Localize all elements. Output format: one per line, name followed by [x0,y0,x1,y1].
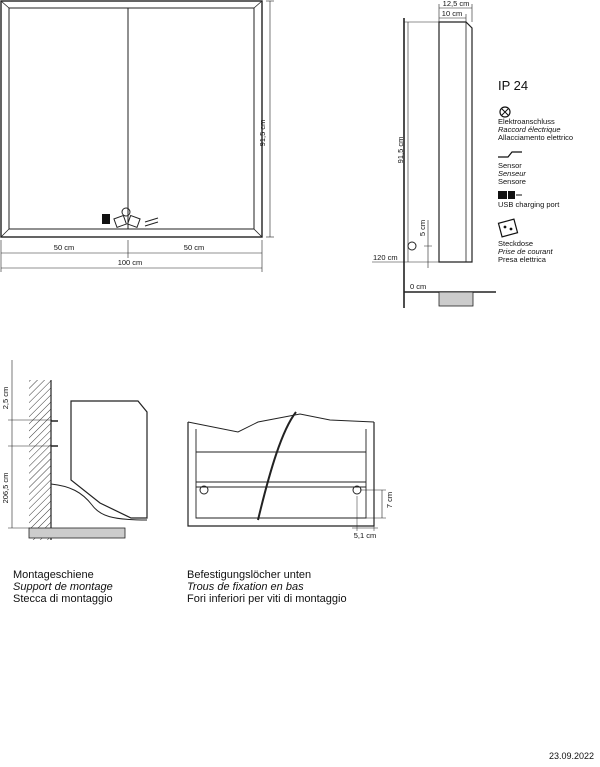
fixing-holes-drawing [188,412,386,531]
usb-port-icon [498,191,507,199]
front-height-label: 91,5 cm [258,119,267,147]
holes-height-label: 7 cm [385,491,394,509]
floor-block [29,528,125,538]
side-height-label: 91,5 cm [396,136,405,164]
floor-block [439,292,473,306]
cabinet-profile [71,401,147,518]
sensor-icon [498,152,522,157]
holes-caption-it: Fori inferiori per viti di montaggio [187,593,347,605]
side-depth-inner-label: 10 cm [441,9,463,18]
holes-caption-fr: Trous de fixation en bas [187,581,304,593]
svg-text:Sensore: Sensore [498,177,526,186]
cabinet-outer-frame [1,1,262,237]
usb-port-icon [102,214,110,224]
sensor-icon [145,218,158,226]
rail-caption-de: Montageschiene [13,569,94,581]
rail-caption-fr: Support de montage [13,581,113,593]
rail-caption-it: Stecca di montaggio [13,593,113,605]
front-view [1,1,274,272]
rail-height-label: 206,5 cm [1,472,10,504]
side-floor-right-label: 0 cm [410,282,427,291]
front-right-width-label: 50 cm [183,243,205,252]
svg-text:Allacciamento elettrico: Allacciamento elettrico [498,133,574,142]
svg-text:Prise de courant: Prise de courant [498,247,553,256]
front-icons [102,208,158,227]
wall-hatch [29,380,51,540]
svg-text:USB charging port: USB charging port [498,200,560,209]
power-connection-icon [122,208,130,216]
legend-power-connection [498,107,573,142]
svg-text:Steckdose: Steckdose [498,239,534,248]
svg-text:Presa elettrica: Presa elettrica [498,255,546,264]
socket-icon [114,216,126,228]
cabinet-side [439,22,472,262]
side-socket-height-label: 5 cm [418,219,427,237]
ip-rating: IP 24 [498,78,529,93]
svg-text:Sensor: Sensor [498,161,522,170]
socket-icon [498,219,517,237]
holes-offset-label: 5,1 cm [353,531,377,540]
legend-usb [498,191,560,209]
cabinet-inner-frame [9,8,254,229]
svg-text:Senseur: Senseur [498,169,526,178]
side-view [372,4,496,308]
svg-text:Elektroanschluss: Elektroanschluss [498,117,555,126]
front-left-width-label: 50 cm [53,243,75,252]
legend-sensor [498,152,526,186]
front-total-width-label: 100 cm [117,258,143,267]
side-socket-icon [408,242,416,250]
holes-caption-de: Befestigungslöcher unten [187,569,312,581]
rail [51,421,58,446]
side-floor-left-label: 120 cm [373,253,398,262]
legend-socket [498,219,554,264]
side-depth-outer-label: 12,5 cm [442,0,470,8]
rail-top-label: 2,5 cm [1,386,10,410]
svg-text:Raccord électrique: Raccord électrique [498,125,561,134]
mounting-rail-drawing [8,360,147,540]
document-date: 23.09.2022 [548,751,594,761]
